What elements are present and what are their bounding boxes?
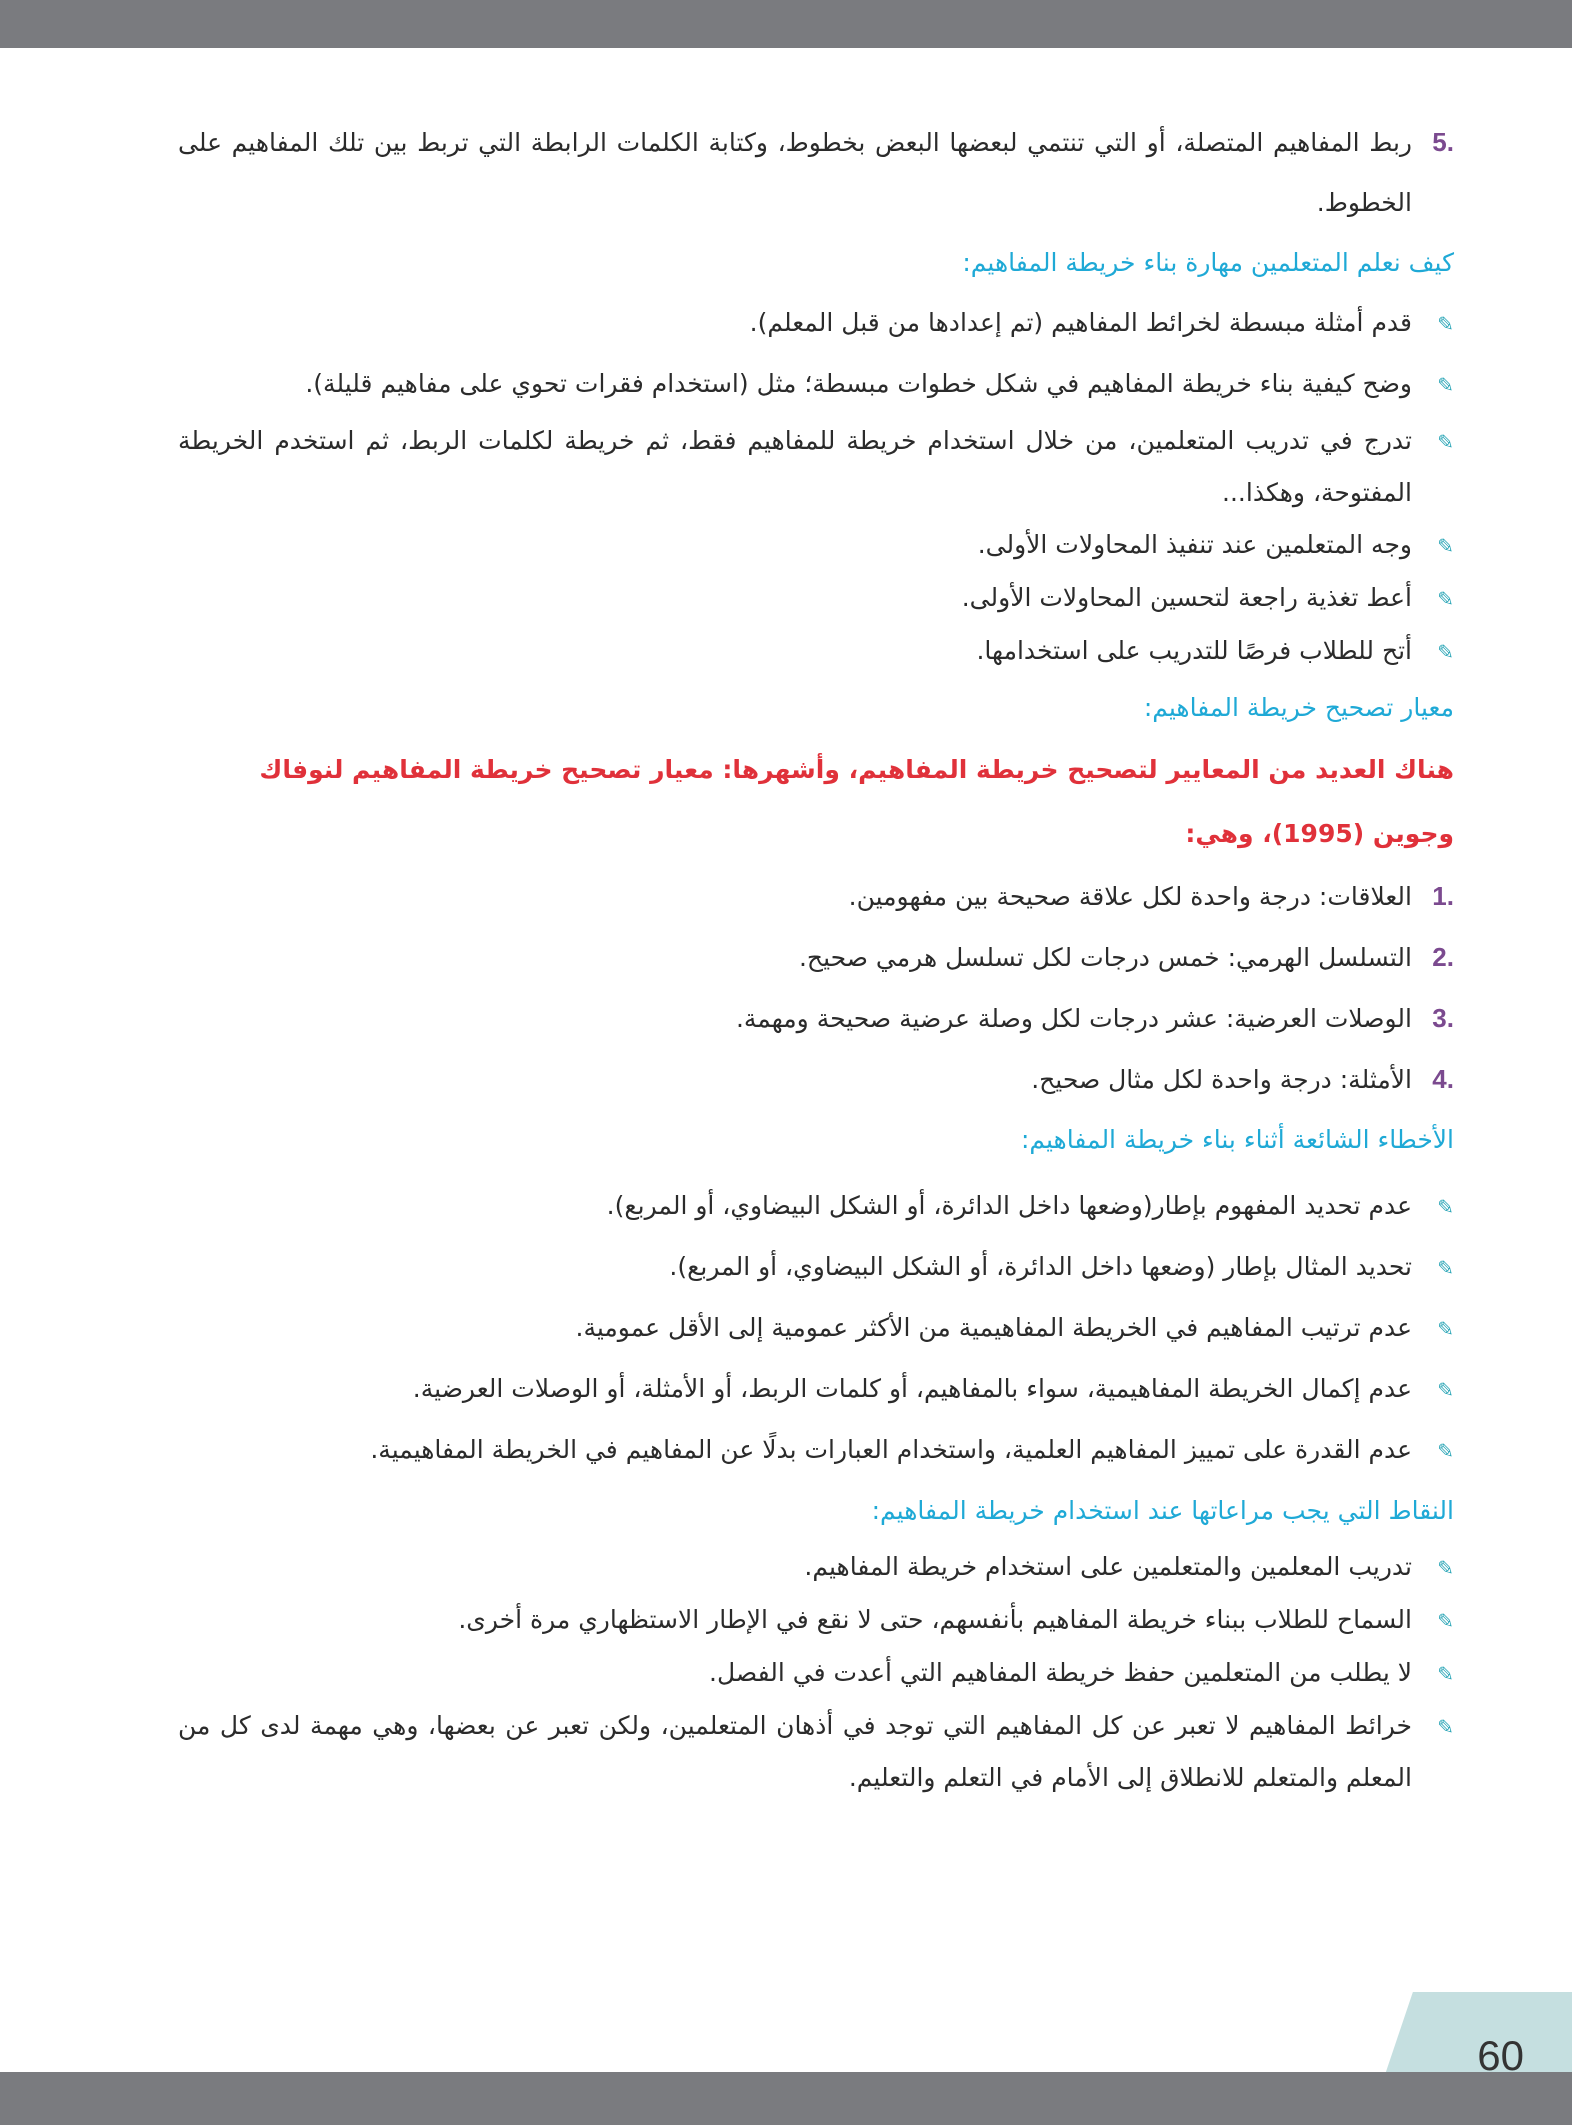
criteria-intro-cont: وجوين (1995)، وهي: — [1185, 819, 1454, 848]
list-item — [178, 866, 1454, 927]
list-item-text: عدم إكمال الخريطة المفاهيمية، سواء بالمفاهيم، أو كلمات الربط، أو الأمثلة، أو الوصلات العرضية. — [412, 1374, 1412, 1403]
list-item — [178, 572, 1454, 625]
pencil-bullet-icon: ✎ — [1437, 1256, 1454, 1280]
list-number: .4 — [1432, 1064, 1454, 1094]
list-item — [178, 1647, 1454, 1700]
pencil-bullet-icon: ✎ — [1437, 1378, 1454, 1402]
section-heading-points: النقاط التي يجب مراعاتها عند استخدام خريطة المفاهيم: — [871, 1496, 1454, 1525]
pencil-bullet-icon: ✎ — [1437, 1195, 1454, 1219]
pencil-bullet-icon: ✎ — [1437, 1662, 1454, 1686]
list-item-text: التسلسل الهرمي: خمس درجات لكل تسلسل هرمي صحيح. — [798, 943, 1412, 972]
section-heading-errors: الأخطاء الشائعة أثناء بناء خريطة المفاهيم: — [1020, 1125, 1454, 1154]
list-item — [178, 1420, 1454, 1481]
pencil-bullet-icon: ✎ — [1437, 1609, 1454, 1633]
section-heading-criteria: معيار تصحيح خريطة المفاهيم: — [1143, 693, 1454, 722]
list-item — [178, 1594, 1454, 1647]
list-item — [178, 293, 1454, 354]
pencil-bullet-icon: ✎ — [1437, 1439, 1454, 1463]
list-item — [178, 112, 1454, 233]
list-item-text: خرائط المفاهيم لا تعبر عن كل المفاهيم التي توجد في أذهان المتعلمين، ولكن تعبر عن بعضها، وهي مهمة لدى كل من المعلم والمتعلم للانطلاق إلى الأمام في التعلم والتعليم. — [178, 1711, 1412, 1792]
list-item-text: وجه المتعلمين عند تنفيذ المحاولات الأولى. — [977, 530, 1412, 559]
list-item — [178, 1176, 1454, 1237]
pencil-bullet-icon: ✎ — [1437, 312, 1454, 336]
list-item-text: لا يطلب من المتعلمين حفظ خريطة المفاهيم التي أعدت في الفصل. — [709, 1658, 1412, 1687]
criteria-intro: هناك العديد من المعايير لتصحيح خريطة المفاهيم، وأشهرها: معيار تصحيح خريطة المفاهيم لنوفاك — [259, 755, 1454, 784]
section-heading-teach: كيف نعلم المتعلمين مهارة بناء خريطة المفاهيم: — [962, 248, 1454, 277]
top-bar — [0, 0, 1572, 48]
page-content — [178, 112, 1454, 1804]
pencil-bullet-icon: ✎ — [1437, 587, 1454, 611]
list-item — [178, 988, 1454, 1049]
pencil-bullet-icon: ✎ — [1437, 1317, 1454, 1341]
list-item-text: أتح للطلاب فرصًا للتدريب على استخدامها. — [976, 636, 1412, 665]
list-number: .1 — [1432, 881, 1454, 911]
list-item — [178, 1359, 1454, 1420]
list-item — [178, 1049, 1454, 1110]
list-item — [178, 519, 1454, 572]
pencil-bullet-icon: ✎ — [1437, 534, 1454, 558]
list-item-text: أعط تغذية راجعة لتحسين المحاولات الأولى. — [961, 583, 1412, 612]
list-item-text: العلاقات: درجة واحدة لكل علاقة صحيحة بين مفهومين. — [848, 882, 1412, 911]
list-item — [178, 415, 1454, 519]
list-item-text: تدريب المعلمين والمتعلمين على استخدام خريطة المفاهيم. — [804, 1552, 1412, 1581]
list-item-text: الوصلات العرضية: عشر درجات لكل وصلة عرضية صحيحة ومهمة. — [735, 1004, 1412, 1033]
pencil-bullet-icon: ✎ — [1437, 640, 1454, 664]
list-item-text: عدم القدرة على تمييز المفاهيم العلمية، واستخدام العبارات بدلًا عن المفاهيم في الخريطة المفاهيمية. — [370, 1435, 1412, 1464]
list-number: .2 — [1432, 942, 1454, 972]
list-item — [178, 1237, 1454, 1298]
pencil-bullet-icon: ✎ — [1437, 430, 1454, 454]
page-number: 60 — [1477, 2032, 1524, 2079]
pencil-bullet-icon: ✎ — [1437, 1715, 1454, 1739]
list-item-text: السماح للطلاب ببناء خريطة المفاهيم بأنفسهم، حتى لا نقع في الإطار الاستظهاري مرة أخرى. — [458, 1605, 1412, 1634]
list-item-text: الأمثلة: درجة واحدة لكل مثال صحيح. — [1031, 1065, 1412, 1094]
list-item-text: عدم تحديد المفهوم بإطار(وضعها داخل الدائرة، أو الشكل البيضاوي، أو المربع). — [606, 1191, 1412, 1220]
list-item — [178, 1700, 1454, 1804]
list-item — [178, 1298, 1454, 1359]
bottom-bar — [0, 2072, 1572, 2125]
list-item-text: عدم ترتيب المفاهيم في الخريطة المفاهيمية من الأكثر عمومية إلى الأقل عمومية. — [575, 1313, 1412, 1342]
list-item — [178, 1541, 1454, 1594]
list-item — [178, 927, 1454, 988]
list-item — [178, 625, 1454, 678]
list-item-text: وضح كيفية بناء خريطة المفاهيم في شكل خطوات مبسطة؛ مثل (استخدام فقرات تحوي على مفاهيم قليلة). — [305, 369, 1412, 398]
list-item-text: تدرج في تدريب المتعلمين، من خلال استخدام خريطة للمفاهيم فقط، ثم خريطة لكلمات الربط، ثم استخدم الخريطة المفتوحة، وهكذا... — [178, 426, 1412, 507]
list-item — [178, 354, 1454, 415]
list-item-text: ربط المفاهيم المتصلة، أو التي تنتمي لبعضها البعض بخطوط، وكتابة الكلمات الرابطة التي تربط بين تلك المفاهيم على الخطوط. — [178, 128, 1412, 217]
list-number: .3 — [1432, 1003, 1454, 1033]
pencil-bullet-icon: ✎ — [1437, 373, 1454, 397]
list-item-text: قدم أمثلة مبسطة لخرائط المفاهيم (تم إعدادها من قبل المعلم). — [749, 308, 1412, 337]
list-item-text: تحديد المثال بإطار (وضعها داخل الدائرة، أو الشكل البيضاوي، أو المربع). — [669, 1252, 1412, 1281]
list-number: .5 — [1432, 127, 1454, 157]
pencil-bullet-icon: ✎ — [1437, 1556, 1454, 1580]
